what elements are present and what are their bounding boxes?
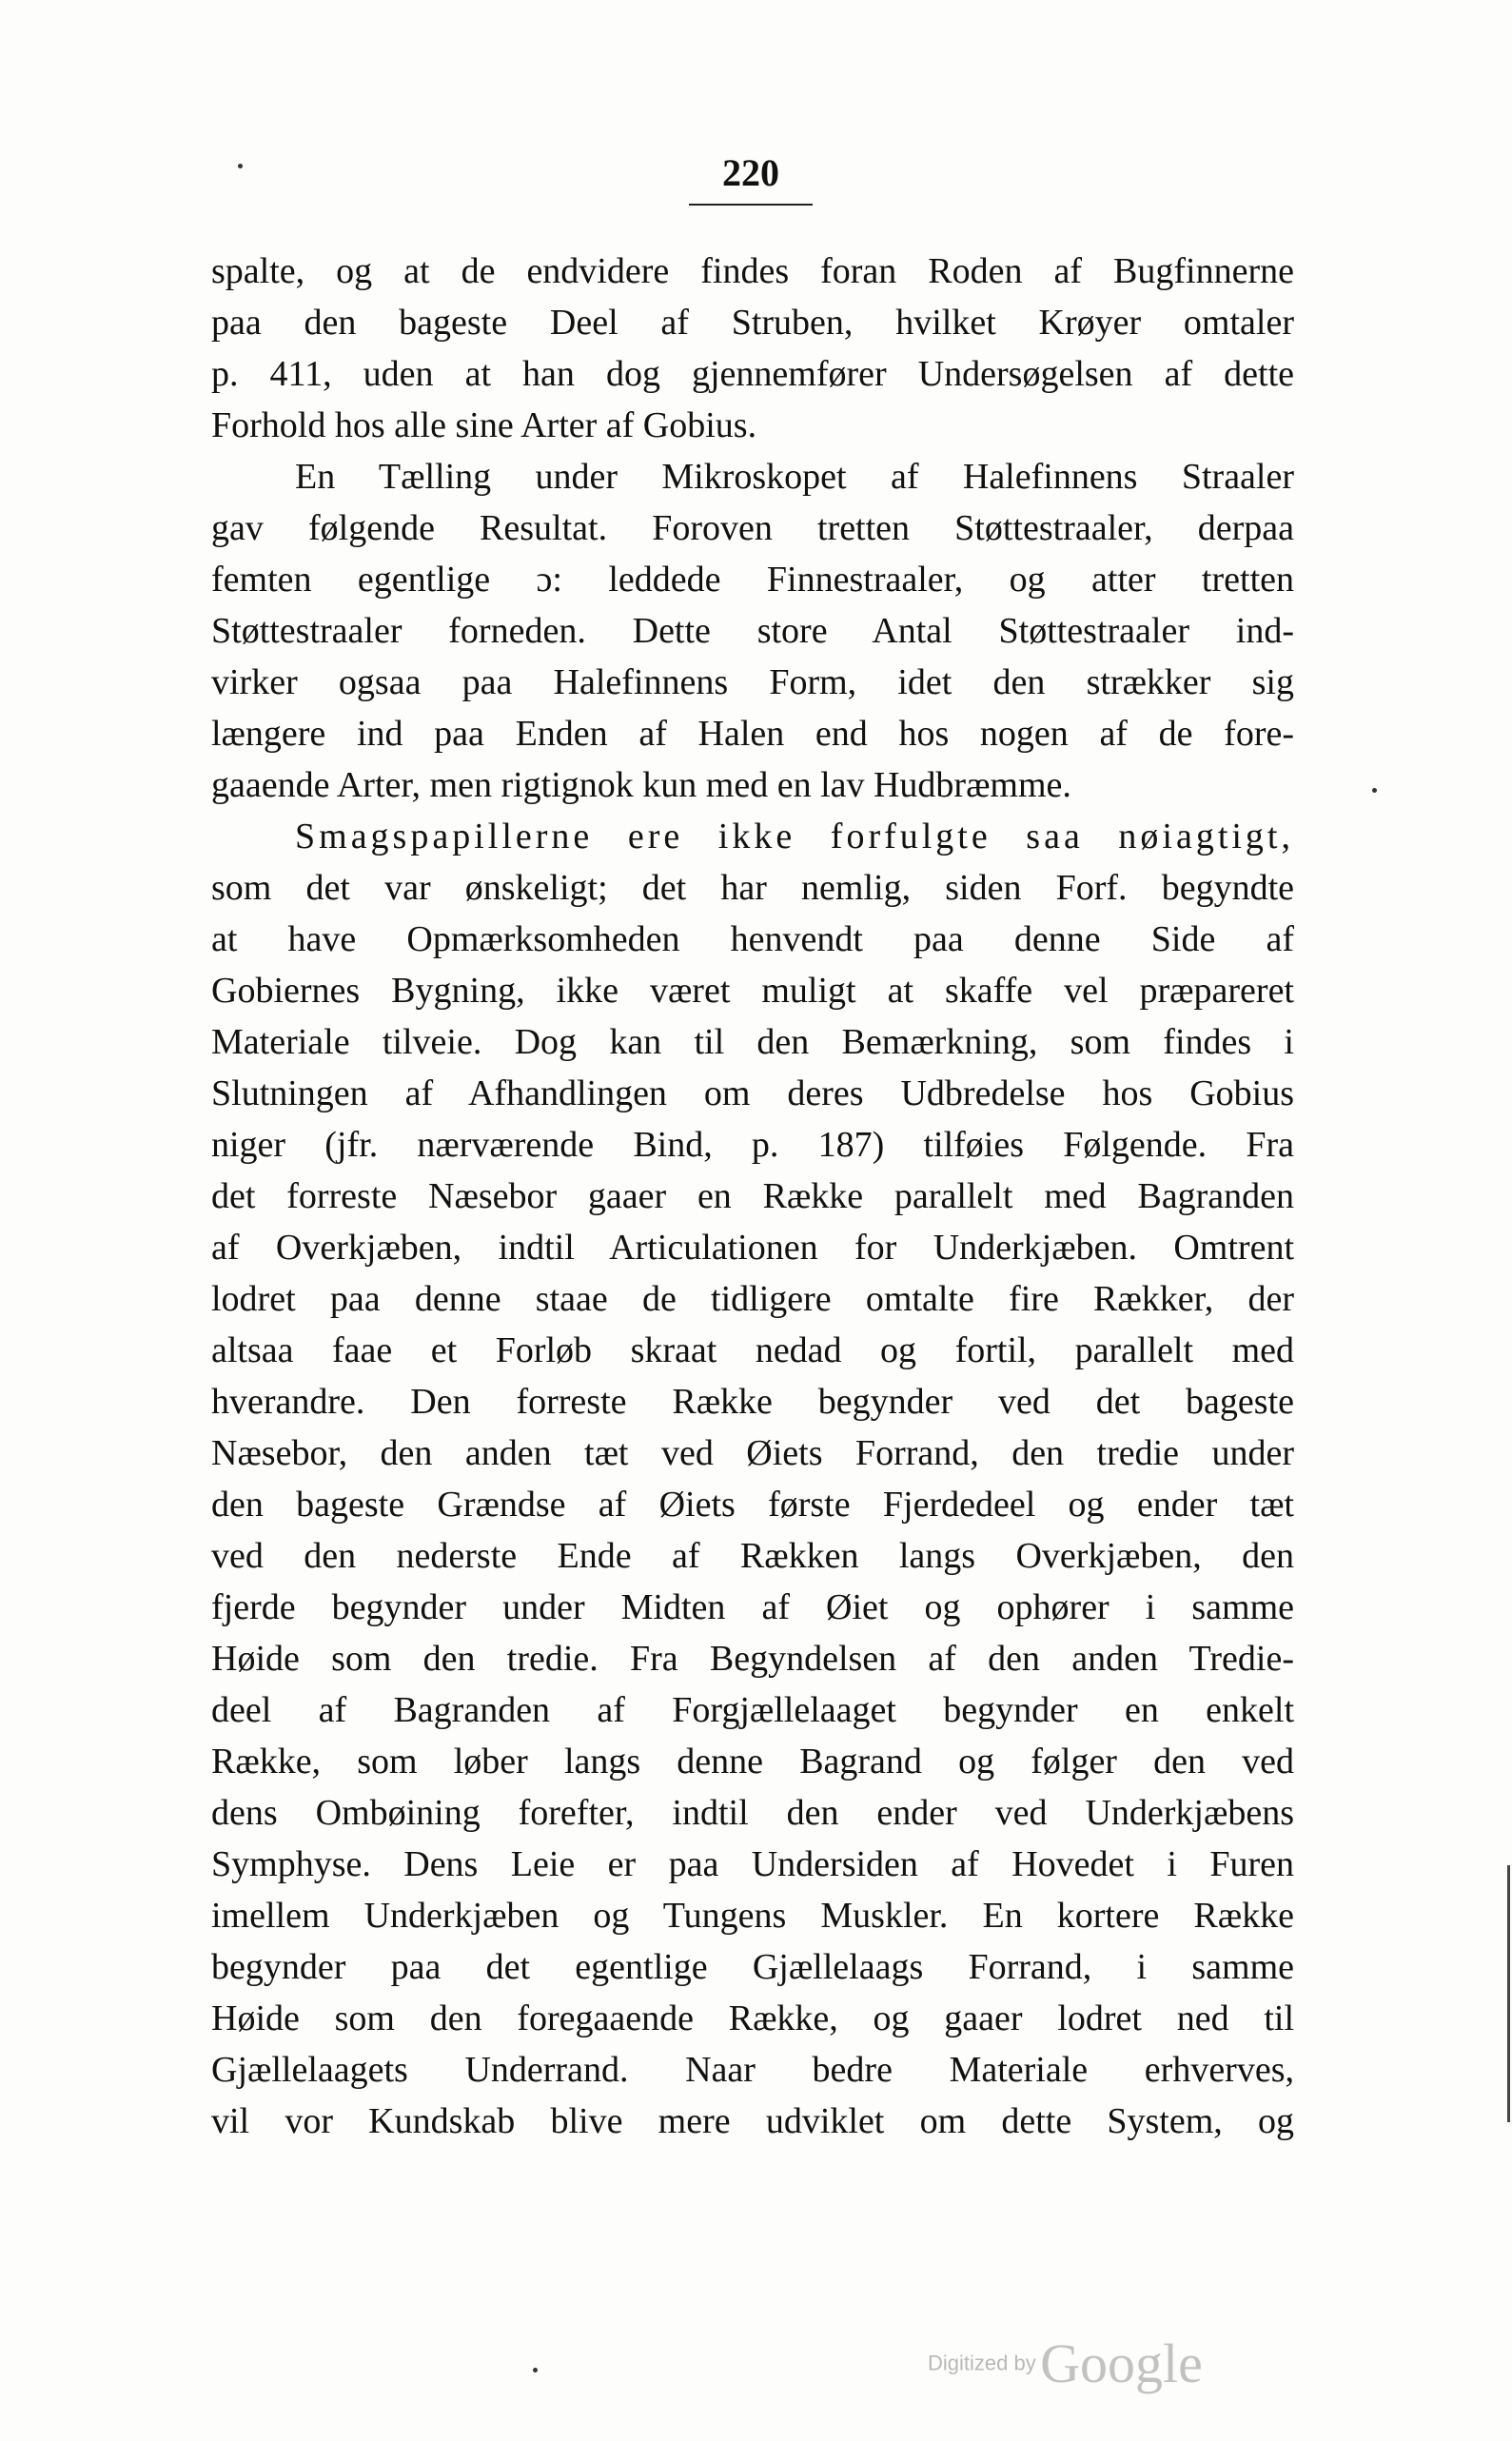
- speck-mark: [533, 2368, 538, 2372]
- text-line: Næsebor, den anden tæt ved Øiets Forrand, den tredie under: [211, 1433, 1294, 1473]
- text-line: den bageste Grændse af Øiets første Fjerdedeel og ender tæt: [211, 1485, 1294, 1525]
- text-line: gav følgende Resultat. Foroven tretten Støttestraaler, derpaa: [211, 508, 1294, 548]
- text-line: femten egentlige ɔ: leddede Finnestraaler, og atter tretten: [211, 560, 1294, 600]
- text-line: virker ogsaa paa Halefinnens Form, idet den strækker sig: [211, 662, 1294, 702]
- text-line: hverandre. Den forreste Række begynder ved det bageste: [211, 1382, 1294, 1422]
- speck-mark: [238, 164, 243, 168]
- body-text: [211, 246, 1294, 2147]
- text-line: imellem Underkjæben og Tungens Muskler. En kortere Række: [211, 1896, 1294, 1936]
- text-line: ved den nederste Ende af Rækken langs Overkjæben, den: [211, 1536, 1294, 1576]
- watermark-prefix: Digitized by: [928, 2351, 1036, 2375]
- speck-mark: [1372, 788, 1377, 793]
- text-line: Høide som den tredie. Fra Begyndelsen af den anden Tredie-: [211, 1639, 1294, 1679]
- text-line: lodret paa denne staae de tidligere omtalte fire Rækker, der: [211, 1279, 1294, 1319]
- text-line: Gjællelaagets Underrand. Naar bedre Materiale erhverves,: [211, 2050, 1294, 2090]
- text-line: gaaende Arter, men rigtignok kun med en lav Hudbræmme.: [211, 765, 1071, 805]
- digitized-watermark: [928, 2332, 1203, 2395]
- text-line: Symphyse. Dens Leie er paa Undersiden af Hovedet i Furen: [211, 1844, 1294, 1884]
- google-logo: Google: [1040, 2333, 1203, 2394]
- text-line: En Tælling under Mikroskopet af Halefinnens Straaler: [295, 457, 1294, 497]
- text-line: at have Opmærksomheden henvendt paa denne Side af: [211, 919, 1294, 959]
- text-line: deel af Bagranden af Forgjællelaaget begynder en enkelt: [211, 1690, 1294, 1730]
- text-line: Slutningen af Afhandlingen om deres Udbredelse hos Gobius: [211, 1073, 1294, 1113]
- text-line: fjerde begynder under Midten af Øiet og ophører i samme: [211, 1587, 1294, 1627]
- page-number-rule: [689, 204, 813, 206]
- text-line: p. 411, uden at han dog gjennemfører Undersøgelsen af dette: [211, 354, 1294, 394]
- text-line: Række, som løber langs denne Bagrand og følger den ved: [211, 1742, 1294, 1782]
- text-line: dens Ombøining forefter, indtil den ender ved Underkjæbens: [211, 1793, 1294, 1833]
- text-line: Støttestraaler forneden. Dette store Antal Støttestraaler ind-: [211, 611, 1294, 651]
- text-line: Smagspapillerne ere ikke forfulgte saa nøiagtigt,: [295, 817, 1294, 856]
- text-line: Materiale tilveie. Dog kan til den Bemærkning, som findes i: [211, 1022, 1294, 1062]
- text-line: begynder paa det egentlige Gjællelaags Forrand, i samme: [211, 1947, 1294, 1987]
- page-number: 220: [722, 151, 779, 194]
- text-line: Høide som den foregaaende Række, og gaaer lodret ned til: [211, 1998, 1294, 2038]
- text-line: altsaa faae et Forløb skraat nedad og fortil, parallelt med: [211, 1330, 1294, 1370]
- page-edge-mark: [1507, 1865, 1510, 2122]
- text-line: længere ind paa Enden af Halen end hos nogen af de fore-: [211, 714, 1294, 754]
- text-line: spalte, og at de endvidere findes foran Roden af Bugfinnerne: [211, 251, 1294, 291]
- text-line: som det var ønskeligt; det har nemlig, siden Forf. begyndte: [211, 868, 1294, 908]
- text-line: niger (jfr. nærværende Bind, p. 187) tilføies Følgende. Fra: [211, 1125, 1294, 1165]
- text-line: af Overkjæben, indtil Articulationen for Underkjæben. Omtrent: [211, 1228, 1294, 1268]
- text-line: Forhold hos alle sine Arter af Gobius.: [211, 405, 757, 445]
- text-line: det forreste Næsebor gaaer en Række parallelt med Bagranden: [211, 1176, 1294, 1216]
- text-line: vil vor Kundskab blive mere udviklet om dette System, og: [211, 2101, 1294, 2141]
- text-line: paa den bageste Deel af Struben, hvilket Krøyer omtaler: [211, 303, 1294, 343]
- text-line: Gobiernes Bygning, ikke været muligt at skaffe vel præpareret: [211, 971, 1294, 1011]
